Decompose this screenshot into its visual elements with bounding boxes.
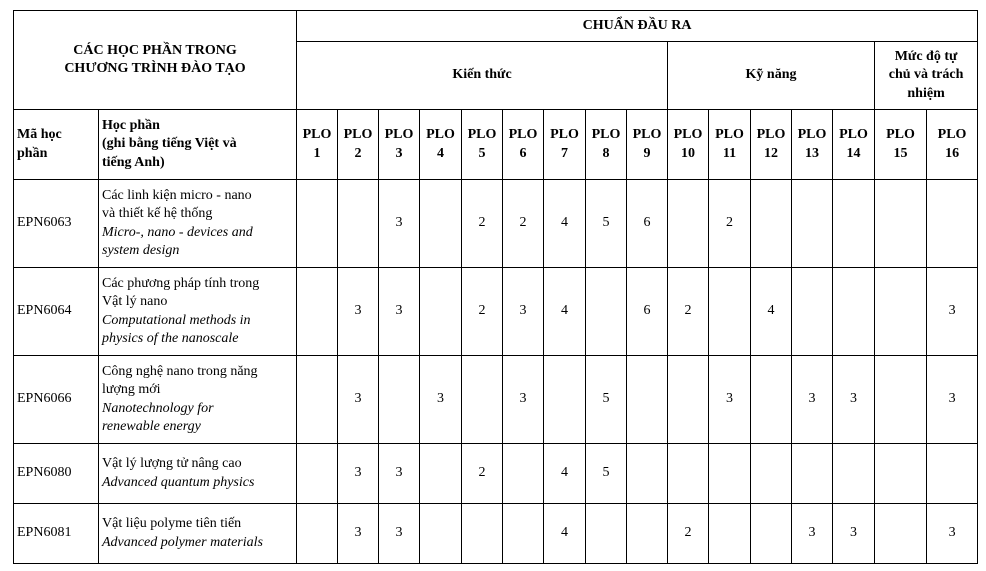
plo-15-score (875, 180, 927, 268)
plo-3-score: 3 (379, 268, 420, 356)
plo-9-score: 6 (627, 268, 668, 356)
plo-10-score (668, 180, 709, 268)
plo-10-score (668, 356, 709, 444)
plo-5-score: 2 (462, 268, 503, 356)
course-name-vietnamese: Các phương pháp tính trong (102, 275, 260, 291)
plo-2-score: 3 (338, 268, 379, 356)
plo-10-score: 2 (668, 268, 709, 356)
plo-9-score: 6 (627, 180, 668, 268)
course-name (99, 504, 297, 564)
plo-8-score: 5 (586, 180, 627, 268)
plo-10-score (668, 444, 709, 504)
plo-15-score (875, 356, 927, 444)
course-row (14, 356, 978, 444)
plo-6-score: 3 (503, 356, 544, 444)
plo-2-score: 3 (338, 444, 379, 504)
plo-2-score (338, 180, 379, 268)
plo-12-score (751, 444, 792, 504)
plo-13-header: PLO 13 (792, 110, 833, 180)
plo-10-header: PLO 10 (668, 110, 709, 180)
course-name (99, 356, 297, 444)
plo-4-score (420, 444, 462, 504)
plo-16-score: 3 (927, 356, 978, 444)
course-code: EPN6064 (14, 268, 99, 356)
plo-6-score: 2 (503, 180, 544, 268)
course-code: EPN6081 (14, 504, 99, 564)
plo-7-score (544, 356, 586, 444)
plo-11-score (709, 268, 751, 356)
plo-8-score: 5 (586, 356, 627, 444)
plo-12-score: 4 (751, 268, 792, 356)
plo-5-header: PLO 5 (462, 110, 503, 180)
plo-9-score (627, 444, 668, 504)
programme-courses-heading: CÁC HỌC PHẦN TRONG CHƯƠNG TRÌNH ĐÀO TẠO (14, 11, 297, 110)
plo-2-header: PLO 2 (338, 110, 379, 180)
course-name (99, 444, 297, 504)
course-name-english: Computational methods in (102, 312, 251, 328)
plo-1-score (297, 268, 338, 356)
outcomes-header-row (14, 11, 978, 42)
plo-14-score: 3 (833, 356, 875, 444)
plo-11-score: 3 (709, 356, 751, 444)
plo-7-header: PLO 7 (544, 110, 586, 180)
plo-6-header: PLO 6 (503, 110, 544, 180)
plo-13-score (792, 180, 833, 268)
plo-15-score (875, 444, 927, 504)
course-row (14, 504, 978, 564)
plo-15-score (875, 268, 927, 356)
plo-13-score (792, 268, 833, 356)
course-name-vietnamese: Các linh kiện micro - nano (102, 187, 252, 203)
plo-12-score (751, 504, 792, 564)
plo-4-score: 3 (420, 356, 462, 444)
plo-7-score: 4 (544, 504, 586, 564)
autonomy-group-heading: Mức độ tự chủ và trách nhiệm (875, 42, 978, 110)
plo-3-score (379, 356, 420, 444)
course-name-vietnamese: Công nghệ nano trong năng (102, 363, 258, 379)
plo-12-header: PLO 12 (751, 110, 792, 180)
plo-11-header: PLO 11 (709, 110, 751, 180)
plo-5-score: 2 (462, 180, 503, 268)
plo-15-score (875, 504, 927, 564)
plo-4-score (420, 504, 462, 564)
plo-1-header: PLO 1 (297, 110, 338, 180)
course-name-english: Advanced quantum physics (102, 474, 255, 490)
plo-3-score: 3 (379, 444, 420, 504)
course-code-column-header: Mã học phần (14, 110, 99, 180)
course-name-vietnamese: lượng mới (102, 382, 161, 397)
plo-8-score (586, 268, 627, 356)
plo-2-score: 3 (338, 356, 379, 444)
plo-6-score (503, 444, 544, 504)
plo-3-score: 3 (379, 504, 420, 564)
course-name-english: Micro-, nano - devices and (102, 224, 253, 240)
plo-1-score (297, 444, 338, 504)
plo-9-header: PLO 9 (627, 110, 668, 180)
plo-3-header: PLO 3 (379, 110, 420, 180)
plo-14-score (833, 444, 875, 504)
plo-1-score (297, 504, 338, 564)
plo-2-score: 3 (338, 504, 379, 564)
plo-5-score: 2 (462, 444, 503, 504)
plo-14-score (833, 180, 875, 268)
course-name (99, 180, 297, 268)
plo-11-score (709, 504, 751, 564)
course-code: EPN6080 (14, 444, 99, 504)
plo-9-score (627, 504, 668, 564)
plo-14-score: 3 (833, 504, 875, 564)
plo-1-score (297, 180, 338, 268)
plo-7-score: 4 (544, 444, 586, 504)
plo-4-header: PLO 4 (420, 110, 462, 180)
plo-9-score (627, 356, 668, 444)
plo-16-score (927, 180, 978, 268)
plo-1-score (297, 356, 338, 444)
course-name-vietnamese: Vật lý lượng tử nâng cao (102, 456, 242, 471)
plo-11-score (709, 444, 751, 504)
plo-matrix-table (13, 10, 978, 564)
course-name-english: physics of the nanoscale (102, 331, 239, 346)
plo-13-score (792, 444, 833, 504)
plo-12-score (751, 180, 792, 268)
plo-15-header: PLO 15 (875, 110, 927, 180)
skills-group-heading: Kỹ năng (668, 42, 875, 110)
plo-5-score (462, 356, 503, 444)
course-name-english: system design (102, 243, 180, 258)
course-name-vietnamese: và thiết kế hệ thống (102, 206, 213, 221)
plo-5-score (462, 504, 503, 564)
plo-6-score (503, 504, 544, 564)
plo-4-score (420, 268, 462, 356)
plo-header-row (14, 110, 978, 180)
course-name-vietnamese: Vật liệu polyme tiên tiến (102, 516, 242, 531)
plo-16-header: PLO 16 (927, 110, 978, 180)
plo-6-score: 3 (503, 268, 544, 356)
course-code: EPN6063 (14, 180, 99, 268)
course-row (14, 444, 978, 504)
plo-8-score: 5 (586, 444, 627, 504)
plo-14-score (833, 268, 875, 356)
course-name-english: Nanotechnology for (102, 400, 214, 416)
course-name (99, 268, 297, 356)
course-name-vietnamese: Vật lý nano (102, 294, 168, 309)
plo-11-score: 2 (709, 180, 751, 268)
plo-13-score: 3 (792, 356, 833, 444)
plo-16-score (927, 444, 978, 504)
plo-8-header: PLO 8 (586, 110, 627, 180)
plo-7-score: 4 (544, 180, 586, 268)
plo-12-score (751, 356, 792, 444)
plo-7-score: 4 (544, 268, 586, 356)
course-code: EPN6066 (14, 356, 99, 444)
outcomes-heading: CHUẨN ĐẦU RA (297, 11, 978, 42)
plo-13-score: 3 (792, 504, 833, 564)
plo-16-score: 3 (927, 268, 978, 356)
course-name-english: Advanced polymer materials (102, 534, 263, 550)
plo-14-header: PLO 14 (833, 110, 875, 180)
knowledge-group-heading: Kiến thức (297, 42, 668, 110)
plo-10-score: 2 (668, 504, 709, 564)
plo-16-score: 3 (927, 504, 978, 564)
course-row (14, 180, 978, 268)
course-row (14, 268, 978, 356)
course-name-english: renewable energy (102, 419, 201, 434)
plo-3-score: 3 (379, 180, 420, 268)
course-name-column-header: Học phần (ghi bằng tiếng Việt và tiếng Anh) (99, 110, 297, 180)
plo-4-score (420, 180, 462, 268)
plo-8-score (586, 504, 627, 564)
